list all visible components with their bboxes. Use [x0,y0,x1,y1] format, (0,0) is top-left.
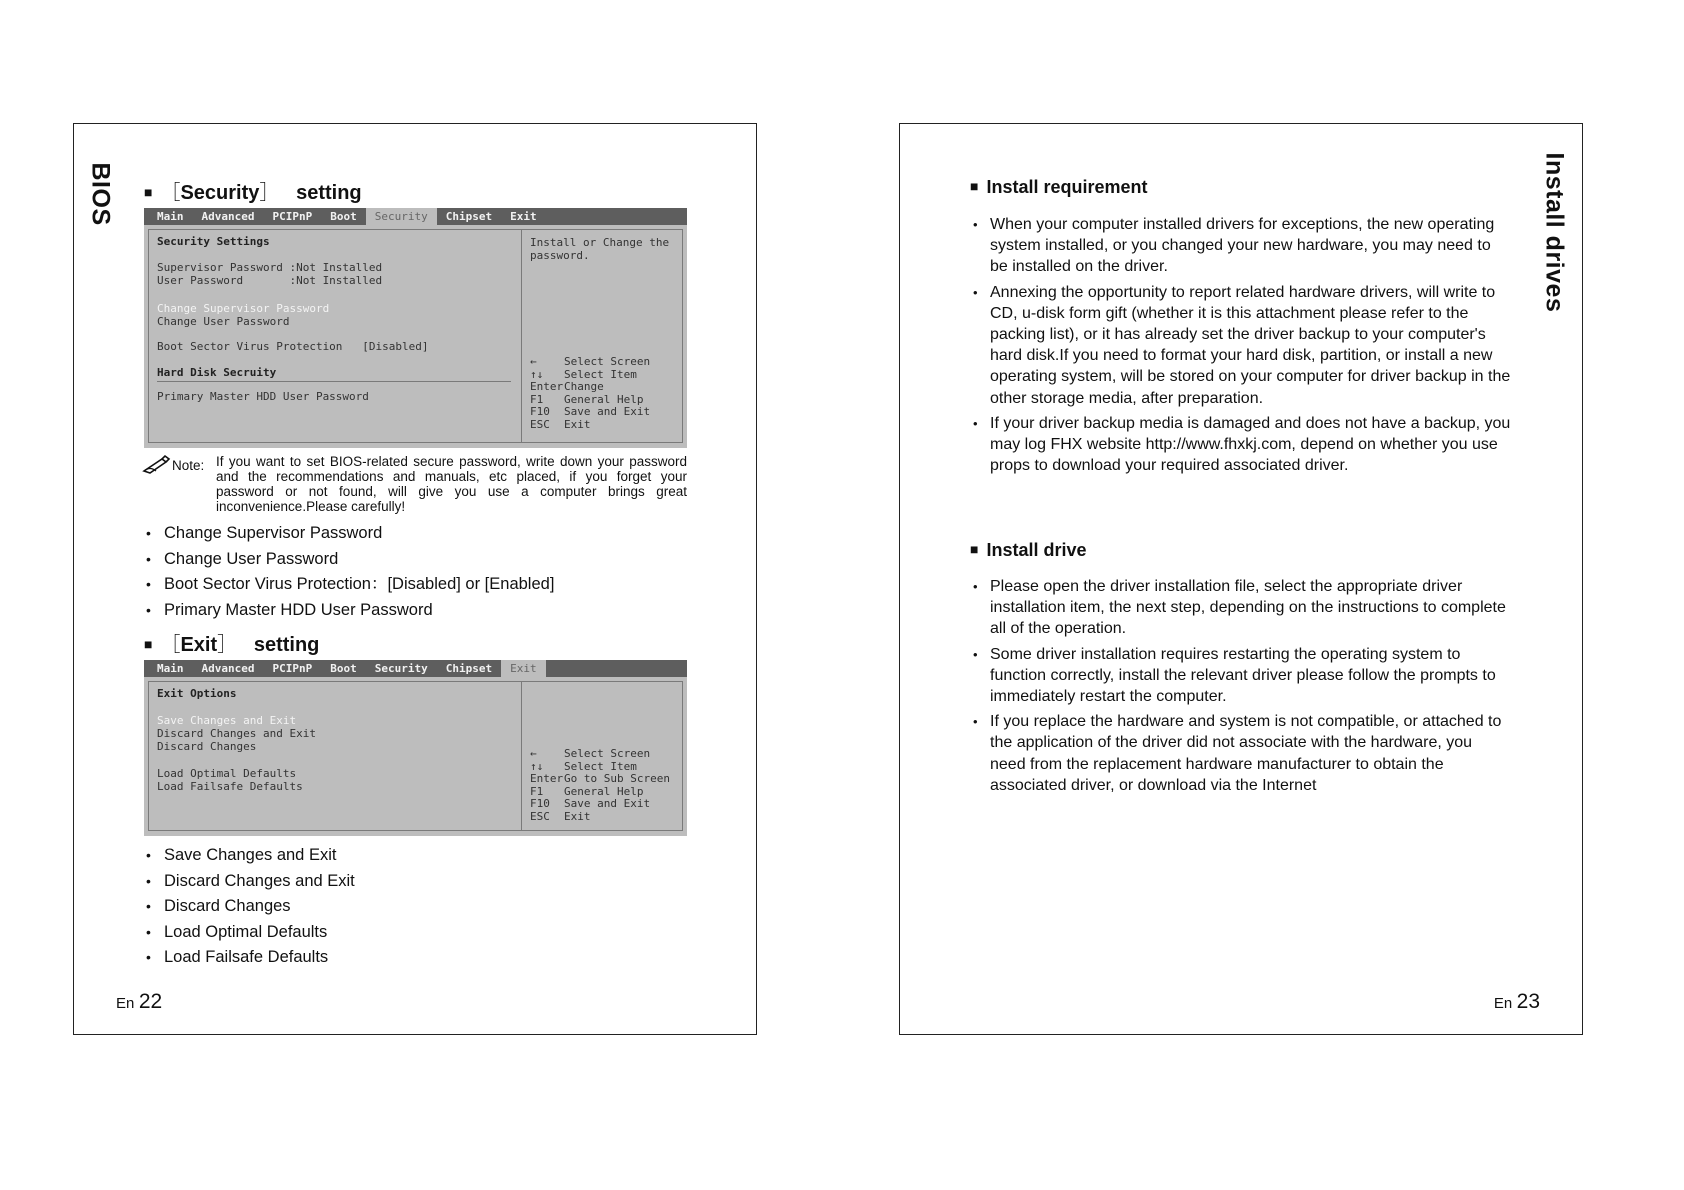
bios-settings-panel [149,230,522,442]
key-legend-row: Enter Change [530,380,604,393]
left-page [73,123,757,1035]
note-block [142,454,687,514]
bios-help-panel [522,682,682,830]
square-bullet-icon: ■ [970,178,979,194]
load-optimal-defaults-option: Load Optimal Defaults [157,767,297,780]
supervisor-password-status: Supervisor Password :Not Installed [157,261,383,274]
bios-divider [157,381,511,382]
list-item: • Load Optimal Defaults [144,921,355,947]
key-legend-row: F10 Save and Exit [530,405,651,418]
key-legend-row: ↑↓ Select Item [530,759,637,773]
boot-sector-virus-protection-option: Boot Sector Virus Protection [Disabled] [157,340,429,353]
list-item: • Change User Password [144,548,554,574]
list-item: • Discard Changes and Exit [144,870,355,896]
security-setting-heading: ■ ［Security］ setting [144,182,362,204]
key-legend-row: ↑↓ Select Item [530,367,637,381]
bios-body [148,681,683,831]
bios-tab-pcipnp: PCIPnP [272,210,313,223]
note-label: Note: [142,454,204,474]
square-bullet-icon: ■ [144,636,153,652]
bios-tab-advanced: Advanced [201,210,255,223]
pen-note-icon [142,454,172,474]
drive-list [972,576,1512,800]
exit-bios-screen [144,660,687,836]
list-item: • Save Changes and Exit [144,844,355,870]
change-user-password-option: Change User Password [157,315,290,328]
list-item: • Some driver installation requires restarting the operating system to function correctly, install the relevant driver please follow the prompts to immediately restart the computer. [972,644,1512,708]
install-requirement-heading: ■ Install requirement [970,177,1148,197]
list-item: • Annexing the opportunity to report related hardware drivers, will write to CD, u-disk form gift (whether it is this attachment please refer to the packing list), or it has already set the driver backup to your computer's hard disk.If you need to format your hard disk, partition, or install a new operating system, will be stored on your computer for driver backup in the other storage media, after preparation. [972,282,1512,409]
bios-tab-pcipnp: PCIPnP [272,662,313,675]
bios-tab-boot: Boot [330,210,357,223]
bios-key-legend [530,356,650,431]
requirement-list [972,214,1512,480]
primary-master-hdd-password-option: Primary Master HDD User Password [157,390,369,403]
bios-menubar [144,660,687,677]
install-drives-vertical-title: Install drives [1540,152,1569,313]
list-item: • When your computer installed drivers for exceptions, the new operating system installed, or you changed your new hardware, you may need to be installed on the driver. [972,214,1512,278]
bios-menubar [144,208,687,225]
key-legend-row: ESC Exit [530,417,591,431]
list-item: • Change Supervisor Password [144,522,554,548]
bios-key-legend [530,748,670,823]
key-legend-row: F10 Save and Exit [530,797,651,810]
bios-exit-panel [149,682,522,830]
bios-vertical-title: BIOS [86,162,115,226]
key-legend-row: ← Select Screen [530,747,651,760]
list-item: • If you replace the hardware and system is not compatible, or attached to the application of the driver did not associate with the hardware, you need from the replacement hardware manufacturer to obtain the associated driver, or download via the Internet [972,711,1512,796]
discard-changes-option: Discard Changes [157,740,257,753]
bios-tab-main: Main [157,210,184,223]
list-item: • If your driver backup media is damaged and does not have a backup, you may log FHX website http://www.fhxkj.com, depend on whether you use props to download your required associated driver. [972,413,1512,477]
bios-tab-main: Main [157,662,184,675]
key-legend-row: Enter Go to Sub Screen [530,772,670,785]
key-legend-row: F1 General Help [530,784,644,798]
bios-tab-chipset: Chipset [445,210,493,223]
discard-changes-exit-option: Discard Changes and Exit [157,727,316,740]
bios-tab-boot: Boot [330,662,357,675]
note-text: If you want to set BIOS-related secure password, write down your password and the recommendations and manuals, etc placed, if you forget your password or not found, will give you use a computer brings great inconvenience.Please carefully! [216,454,687,514]
bios-body [148,229,683,443]
right-page [899,123,1583,1035]
square-bullet-icon: ■ [144,184,153,200]
install-drive-heading: ■ Install drive [970,540,1087,560]
page-number: En 22 [116,990,163,1013]
list-item: • Please open the driver installation file, select the appropriate driver installation item, the next step, depending on the instructions to complete all of the operation. [972,576,1512,640]
key-legend-row: ← Select Screen [530,355,651,368]
bios-tab-advanced: Advanced [201,662,255,675]
bios-tab-security: Security [374,662,428,675]
bios-help-panel [522,230,682,442]
key-legend-row: F1 General Help [530,392,644,406]
exit-items-list [144,844,355,972]
list-item: • Primary Master HDD User Password [144,599,554,625]
bios-tab-exit: Exit [510,210,537,223]
load-failsafe-defaults-option: Load Failsafe Defaults [157,780,303,793]
bios-tab-exit: Exit [501,660,546,677]
exit-setting-heading: ■ ［Exit］ setting [144,634,320,656]
security-bios-screen [144,208,687,448]
hard-disk-security-title: Hard Disk Secruity [157,366,277,379]
user-password-status: User Password :Not Installed [157,274,383,287]
security-items-list [144,522,554,624]
save-changes-exit-option: Save Changes and Exit [157,714,297,727]
bios-tab-chipset: Chipset [445,662,493,675]
square-bullet-icon: ■ [970,541,979,557]
bios-help-text: Install or Change the password. [530,236,670,262]
page-number: En 23 [1493,990,1540,1013]
exit-options-title: Exit Options [157,687,237,700]
list-item: • Load Failsafe Defaults [144,946,355,972]
key-legend-row: ESC Exit [530,809,591,823]
list-item: • Discard Changes [144,895,355,921]
security-settings-title: Security Settings [157,235,270,248]
bios-tab-security: Security [366,208,437,225]
list-item: • Boot Sector Virus Protection：[Disabled] or [Enabled] [144,573,554,599]
change-supervisor-password-option: Change Supervisor Password [157,302,330,315]
